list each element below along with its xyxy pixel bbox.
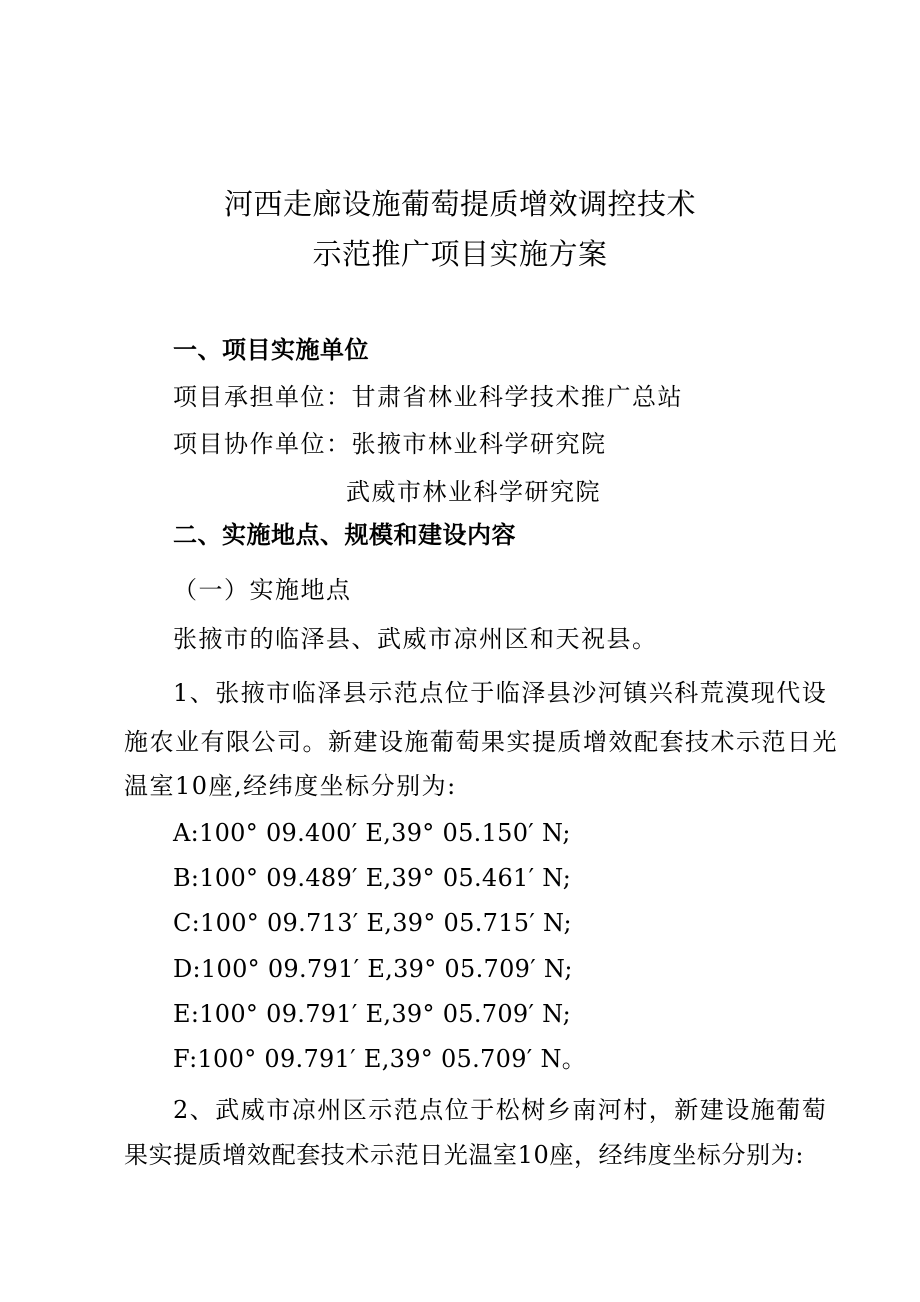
document-title-line-2: 示范推广项目实施方案	[312, 237, 608, 271]
subsection-1-heading: （一）实施地点	[173, 576, 352, 604]
coordinate-e: E:100° 09.791′ E,39° 05.709′ N;	[173, 1000, 571, 1028]
collaborator-unit: 项目协作单位：张掖市林业科学研究院	[173, 430, 607, 458]
para-1-line-3: 温室10座,经纬度坐标分别为:	[124, 772, 457, 800]
para-1-line-1: 1、张掖市临泽县示范点位于临泽县沙河镇兴科荒漠现代设	[173, 679, 828, 707]
coordinate-b: B:100° 09.489′ E,39° 05.461′ N;	[173, 864, 572, 892]
para-2-line-2: 果实提质增效配套技术示范日光温室10座，经纬度坐标分别为:	[124, 1141, 805, 1169]
section-2-heading: 二、实施地点、规模和建设内容	[173, 520, 516, 549]
coordinate-f: F:100° 09.791′ E,39° 05.709′ N。	[173, 1045, 587, 1073]
para-1-line-2: 施农业有限公司。新建设施葡萄果实提质增效配套技术示范日光	[124, 728, 838, 756]
collaborator-unit-2: 武威市林业科学研究院	[346, 478, 601, 506]
coordinate-a: A:100° 09.400′ E,39° 05.150′ N;	[173, 819, 571, 847]
para-2-line-1: 2、武威市凉州区示范点位于松树乡南河村，新建设施葡萄	[173, 1096, 828, 1124]
section-1-heading: 一、项目实施单位	[173, 335, 369, 364]
locations-paragraph: 张掖市的临泽县、武威市凉州区和天祝县。	[173, 625, 658, 653]
undertaker-unit: 项目承担单位：甘肃省林业科学技术推广总站	[173, 383, 683, 411]
document-title-line-1: 河西走廊设施葡萄提质增效调控技术	[223, 187, 696, 221]
coordinate-c: C:100° 09.713′ E,39° 05.715′ N;	[173, 909, 572, 937]
coordinate-d: D:100° 09.791′ E,39° 05.709′ N;	[173, 955, 573, 983]
